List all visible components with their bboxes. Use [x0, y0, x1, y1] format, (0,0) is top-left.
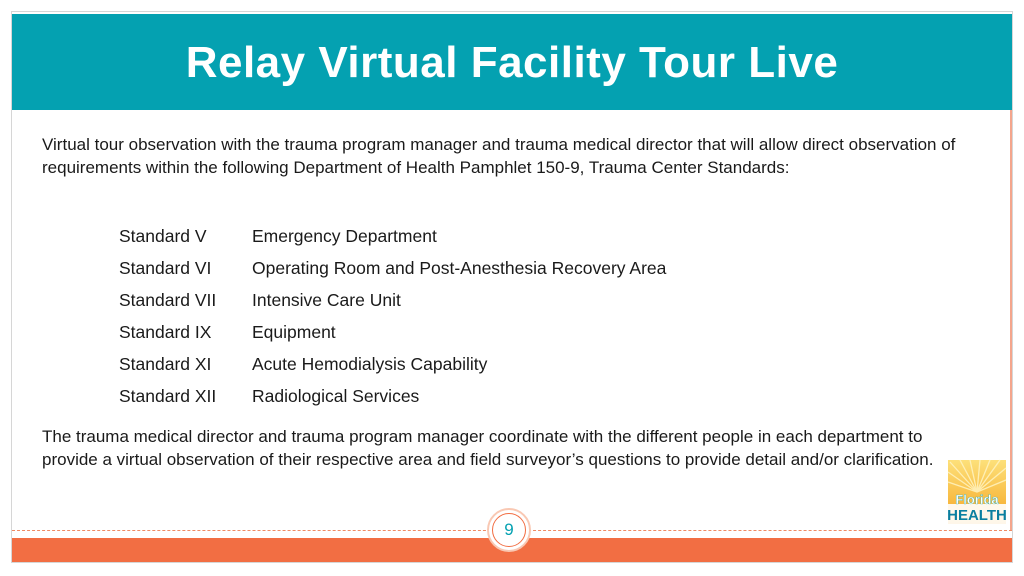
standard-item: [119, 348, 666, 380]
standard-code: Standard IX: [119, 321, 212, 342]
standard-code: Standard VII: [119, 289, 217, 310]
outro-paragraph: The trauma medical director and trauma program manager coordinate with the different people in each department to provide a virtual observation of their respective area and field surveyor’s questions to provide detail and/or clarification.: [42, 427, 934, 469]
page-number-badge: [487, 508, 531, 552]
standard-name: Equipment: [252, 321, 336, 342]
standard-code: Standard XI: [119, 353, 212, 374]
content-border: [1010, 110, 1012, 530]
standard-name: Intensive Care Unit: [252, 289, 401, 310]
standard-item: [119, 220, 666, 252]
standard-item: [119, 252, 666, 284]
intro-paragraph: Virtual tour observation with the trauma program manager and trauma medical director that will allow direct observation of requirements within the following Department of Health Pamphlet 150-9, Trauma Center Standards:: [42, 135, 956, 177]
standards-list: [119, 220, 666, 412]
standard-name: Acute Hemodialysis Capability: [252, 353, 488, 374]
standard-code: Standard V: [119, 225, 207, 246]
standard-item: [119, 380, 666, 412]
page-number: 9: [492, 513, 526, 547]
standard-item: [119, 316, 666, 348]
standard-name: Emergency Department: [252, 225, 437, 246]
logo-text-florida: Florida: [955, 492, 999, 507]
title-band: [12, 14, 1012, 110]
slide-title: Relay Virtual Facility Tour Live: [185, 38, 839, 87]
standard-name: Radiological Services: [252, 385, 420, 406]
florida-health-logo: [946, 458, 1008, 526]
standard-name: Operating Room and Post-Anesthesia Recovery Area: [252, 257, 667, 278]
standard-item: [119, 284, 666, 316]
logo-text-health: HEALTH: [947, 507, 1007, 524]
standard-code: Standard XII: [119, 385, 217, 406]
standard-code: Standard VI: [119, 257, 212, 278]
